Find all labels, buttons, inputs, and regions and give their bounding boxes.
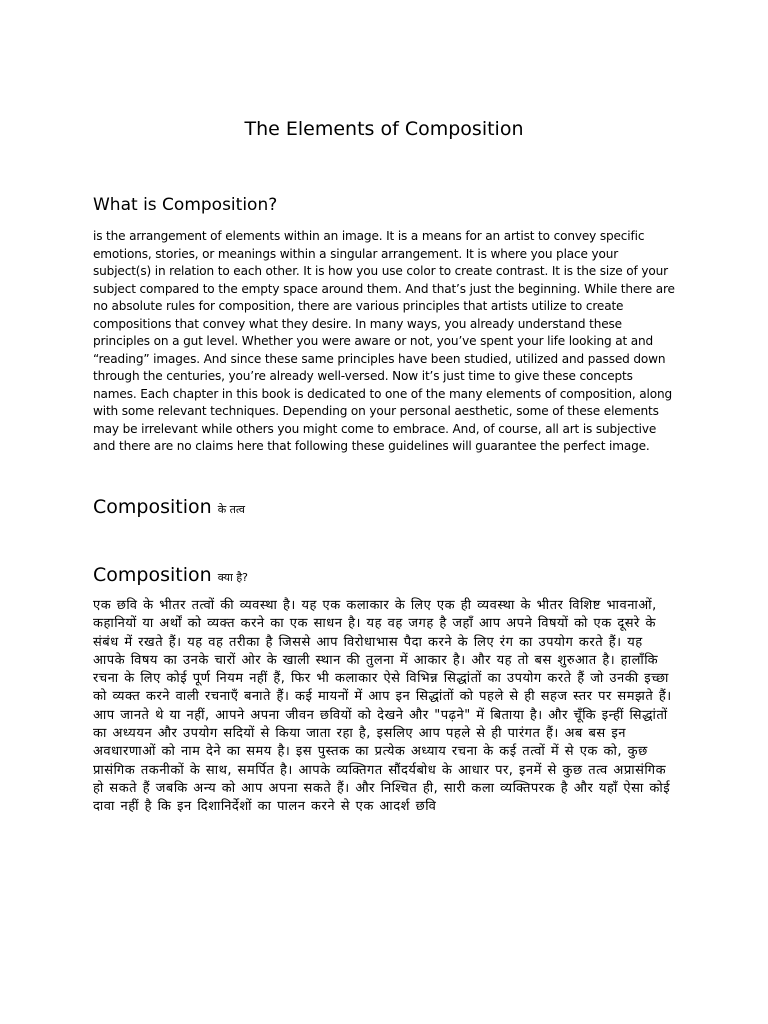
- heading-hindi-what-is-main: Composition: [93, 564, 212, 586]
- heading-hindi-what-is-suffix: क्या है?: [217, 571, 249, 584]
- heading-what-is-composition: What is Composition?: [93, 195, 278, 215]
- heading-hindi-elements: [93, 494, 245, 523]
- heading-hindi-elements-suffix: के तत्व: [217, 503, 245, 516]
- heading-hindi-what-is: [93, 562, 248, 591]
- heading-hindi-elements-main: Composition: [93, 496, 212, 518]
- document-title: The Elements of Composition: [244, 118, 524, 140]
- paragraph-english: is the arrangement of elements within an image. It is a means for an artist to convey specific emotions, stories, or meanings within a singular arrangement. It is where you place your subject(s) in relation to each other. It is how you use color to create contrast. It is the size of your subject compared to the empty space around them. And that’s just the beginning. While there are no absolute rules for composition, there are various principles that artists utilize to create compositions that convey what they desire. In many ways, you already understand these principles on a gut level. Whether you were aware or not, you’ve spent your life looking at and “reading” images. And since these same principles have been studied, utilized and passed down through the centuries, you’re already well-versed. Now it’s just time to give these concepts names. Each chapter in this book is dedicated to one of the many elements of composition, along with some relevant techniques. Depending on your personal aesthetic, some of these elements may be irrelevant while others you might come to embrace. And, of course, all art is subjective and there are no claims here that following these guidelines will guarantee the perfect image.: [93, 229, 675, 453]
- paragraph-hindi: एक छवि के भीतर तत्वों की व्यवस्था है। यह एक कलाकार के लिए एक ही व्यवस्था के भीतर विशिष्ट भावनाओं, कहानियों या अर्थों को व्यक्त करने का एक साधन है। यह वह जगह है जहाँ आप अपने विषयों को एक दूसरे के संबंध में रखते हैं। यह वह तरीका है जिससे आप विरोधाभास पैदा करने के लिए रंग का उपयोग करते हैं। यह आपके विषय का उनके चारों ओर के खाली स्थान की तुलना में आकार है। और यह तो बस शुरुआत है। हालाँकि रचना के लिए कोई पूर्ण नियम नहीं हैं, फिर भी कलाकार ऐसे विभिन्न सिद्धांतों का उपयोग करते हैं जो उनकी इच्छा को व्यक्त करने वाली रचनाएँ बनाते हैं। कई मायनों में आप इन सिद्धांतों को पहले से ही सहज स्तर पर समझते हैं। आप जानते थे या नहीं, आपने अपना जीवन छवियों को देखने और "पढ़ने" में बिताया है। और चूँकि इन्हीं सिद्धांतों का अध्ययन और उपयोग सदियों से किया जाता रहा है, इसलिए आप पहले से ही पारंगत हैं। अब बस इन अवधारणाओं को नाम देने का समय है। इस पुस्तक का प्रत्येक अध्याय रचना के कई तत्वों में से एक को, कुछ प्रासंगिक तकनीकों के साथ, समर्पित है। आपके व्यक्तिगत सौंदर्यबोध के आधार पर, इनमें से कुछ तत्व अप्रासंगिक हो सकते हैं जबकि अन्य को आप अपना सकते हैं। और निश्चित ही, सारी कला व्यक्तिपरक है और यहाँ ऐसा कोई दावा नहीं है कि इन दिशानिर्देशों का पालन करने से एक आदर्श छवि: [93, 598, 672, 815]
